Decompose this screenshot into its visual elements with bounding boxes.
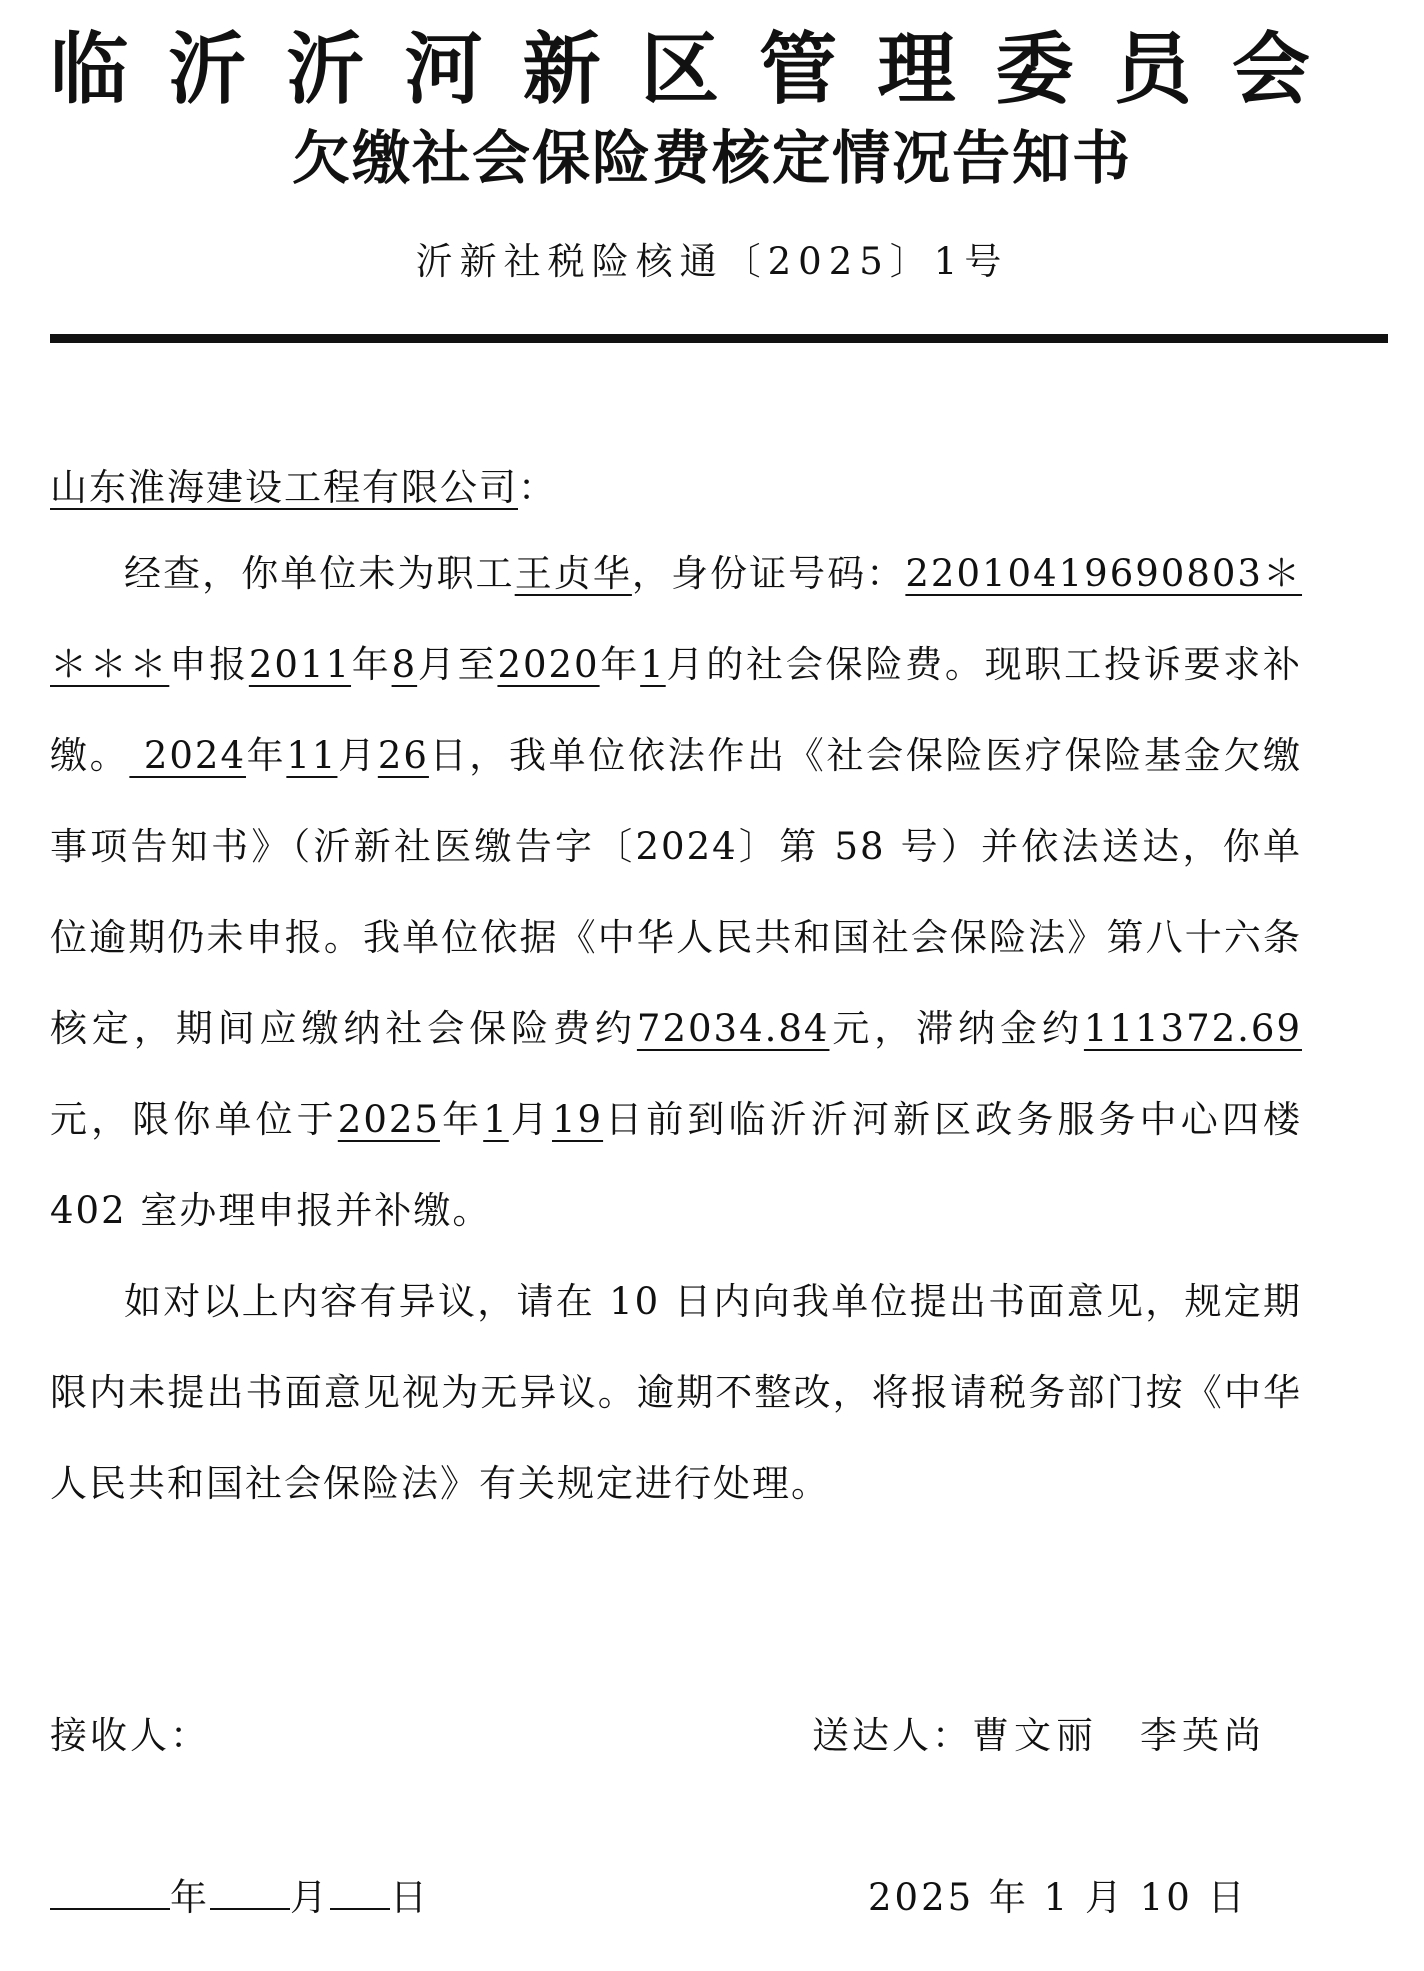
- paragraph-findings: [50, 528, 1302, 1256]
- id-number: 22010419690803＊＊＊＊: [50, 552, 1303, 686]
- year-blank: [50, 1868, 170, 1910]
- year-label: 年: [170, 1876, 210, 1919]
- org-title-char: 河: [404, 24, 483, 115]
- paragraph-objection: 如对以上内容有异议，请在 10 日内向我单位提出书面意见，规定期限内未提出书面意见视为无异议。逾期不整改，将报请税务部门按《中华人民共和国社会保险法》有关规定进行处理。: [50, 1280, 1302, 1505]
- org-title-char: 理: [877, 24, 956, 115]
- deadline-year: 2025: [337, 1098, 440, 1141]
- org-title-char: 区: [640, 24, 719, 115]
- text-segment: 年: [599, 643, 641, 686]
- text-segment: 年: [245, 734, 287, 777]
- org-title-char: 员: [1113, 24, 1192, 115]
- text-segment: 月的社会保险费。现职工投诉要求补缴。: [50, 643, 1303, 777]
- day-label: 日: [390, 1876, 430, 1919]
- org-title-char: 委: [995, 24, 1074, 115]
- deliverer-label: 送达人：: [812, 1714, 972, 1757]
- text-segment: 年: [351, 643, 392, 686]
- text-segment: ，身份证号码：: [631, 552, 906, 595]
- text-segment: 月: [508, 1098, 552, 1141]
- text-segment: 日前到临沂沂河新区政务服务中心四楼 402 室办理申报并补缴。: [50, 1098, 1303, 1232]
- employee-name: 王贞华: [514, 552, 632, 595]
- deadline-month: 1: [483, 1098, 509, 1141]
- day-blank: [330, 1868, 390, 1910]
- end-month: 1: [640, 643, 666, 686]
- issue-date: 2025 年 1 月 10 日: [868, 1876, 1248, 1919]
- start-year: 2011: [248, 643, 352, 686]
- org-title-char: 沂: [168, 24, 247, 115]
- org-title-char: 管: [759, 24, 838, 115]
- deadline-day: 19: [551, 1098, 604, 1141]
- start-month: 8: [391, 643, 418, 686]
- receiver-label: 接收人：: [50, 1714, 210, 1757]
- amount-due: 72034.84: [636, 1007, 830, 1050]
- header-divider: [50, 334, 1388, 343]
- org-title-char: 新: [522, 24, 601, 115]
- addressee-colon: ：: [518, 466, 557, 509]
- addressee-company: 山东淮海建设工程有限公司: [50, 466, 518, 509]
- document-body: [50, 448, 1302, 1529]
- org-title-char: 会: [1231, 24, 1310, 115]
- notice-day: 26: [377, 734, 429, 777]
- text-segment: 元，限你单位于: [50, 1098, 338, 1141]
- deliverer-line: [812, 1706, 1266, 1766]
- org-title-char: 临: [50, 24, 129, 115]
- text-segment: 元，滞纳金约: [829, 1007, 1084, 1050]
- document-number: 沂新社税险核通〔2025〕1号: [415, 240, 1009, 283]
- month-blank: [210, 1868, 290, 1910]
- notice-year: 2024: [129, 734, 246, 777]
- text-segment: 经查，你单位未为职工: [124, 552, 515, 595]
- org-title-char: 沂: [286, 24, 365, 115]
- receipt-date-line: [50, 1868, 430, 1928]
- end-year: 2020: [497, 643, 600, 686]
- deliverer-names: 曹文丽 李英尚: [972, 1714, 1266, 1757]
- organization-title: [50, 20, 1310, 120]
- notice-month: 11: [286, 734, 338, 777]
- receiver-line: [50, 1706, 210, 1766]
- text-segment: 年: [439, 1098, 484, 1141]
- month-label: 月: [290, 1876, 330, 1919]
- addressee-line: [50, 448, 1302, 528]
- text-segment: 月: [337, 734, 378, 777]
- text-segment: 月至: [417, 643, 498, 686]
- document-title: 欠缴社会保险费核定情况告知书: [291, 124, 1132, 192]
- text-segment: 申报: [169, 643, 249, 686]
- text-segment: 日，我单位依法作出《社会保险医疗保险基金欠缴事项告知书》（沂新社医缴告字〔2024〕第 58 号）并依法送达，你单位逾期仍未申报。我单位依据《中华人民共和国社会保险法》第八十六条核定，期间应缴纳社会保险费约: [50, 734, 1302, 1050]
- late-fee: 111372.69: [1083, 1007, 1302, 1050]
